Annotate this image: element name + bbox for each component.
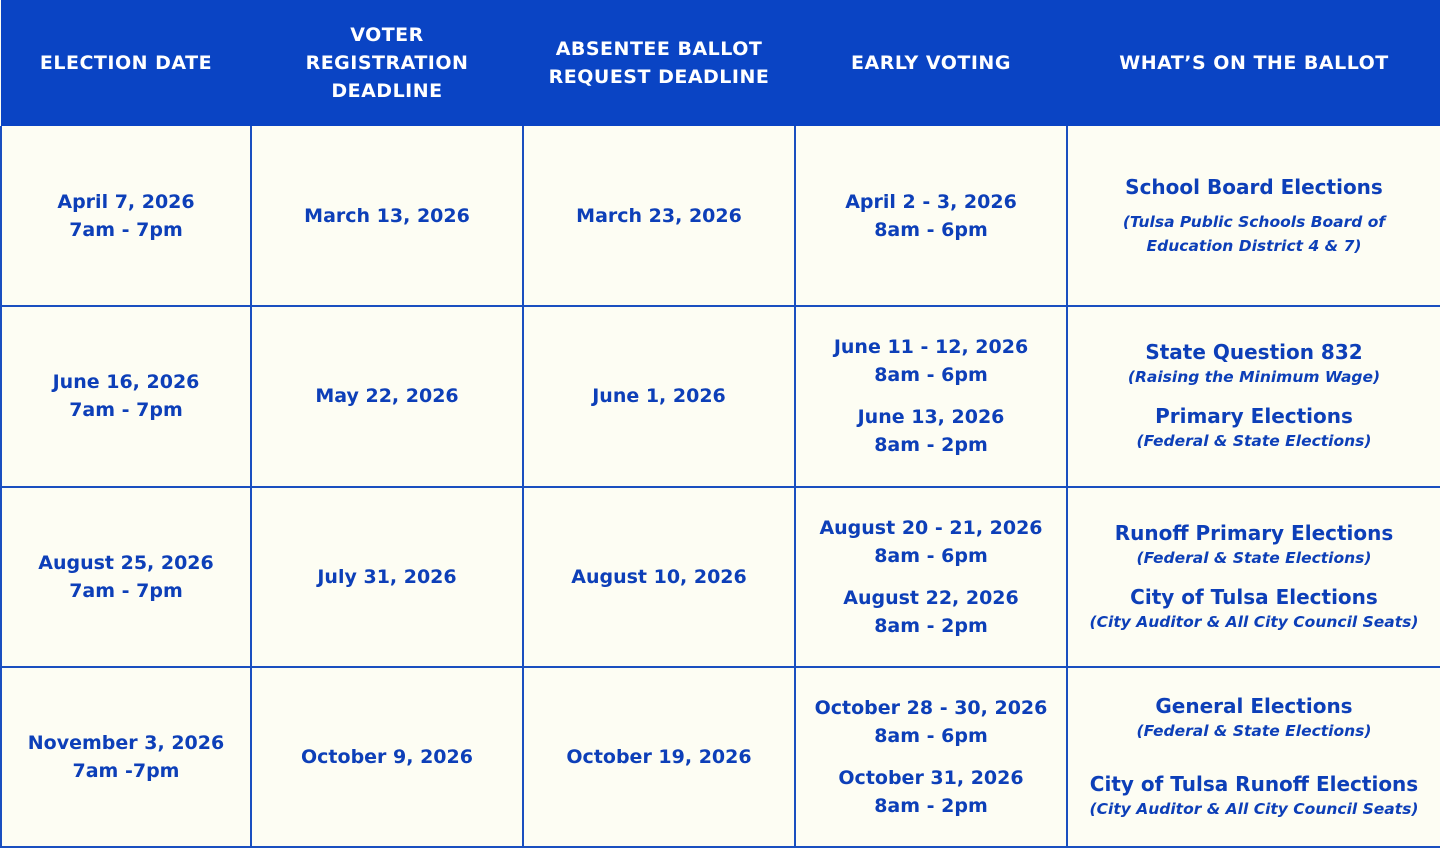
- registration-deadline-cell: [251, 306, 523, 486]
- header-voter-registration: [251, 0, 523, 126]
- early-voting-period: [804, 764, 1058, 820]
- early-voting-cell: [795, 667, 1067, 847]
- registration-deadline-cell: [251, 126, 523, 306]
- election-date-cell: [1, 126, 251, 306]
- ballot-item: [1076, 771, 1432, 821]
- early-voting-date: June 11 - 12, 2026: [833, 336, 1029, 359]
- ballot-item-detail: (Federal & State Elections): [1136, 548, 1372, 567]
- early-voting-hours: 8am - 6pm: [874, 218, 988, 241]
- ballot-item-title: General Elections: [1155, 693, 1353, 718]
- table-row: [1, 487, 1440, 667]
- header-early-voting: [795, 0, 1067, 126]
- early-voting-date: October 28 - 30, 2026: [814, 696, 1048, 719]
- header-ballot-label: WHAT’S ON THE BALLOT: [1119, 52, 1389, 74]
- early-voting-hours: 8am - 2pm: [874, 614, 988, 637]
- election-date-cell: [1, 487, 251, 667]
- header-ballot: [1067, 0, 1440, 126]
- absentee-deadline-cell: [523, 126, 795, 306]
- election-hours: 7am - 7pm: [69, 218, 183, 241]
- absentee-deadline-cell: [523, 487, 795, 667]
- early-voting-cell: [795, 306, 1067, 486]
- early-voting-hours: 8am - 6pm: [874, 724, 988, 747]
- registration-deadline-cell: [251, 667, 523, 847]
- ballot-cell: [1067, 487, 1440, 667]
- ballot-item: [1094, 174, 1414, 258]
- election-hours: 7am - 7pm: [69, 399, 183, 422]
- early-voting-cell: [795, 487, 1067, 667]
- absentee-deadline: October 19, 2026: [566, 745, 752, 768]
- registration-deadline-cell: [251, 487, 523, 667]
- header-absentee: [523, 0, 795, 126]
- ballot-cell: [1067, 126, 1440, 306]
- early-voting-hours: 8am - 2pm: [874, 434, 988, 457]
- header-absentee-line-1: ABSENTEE BALLOT: [555, 38, 763, 60]
- early-voting-period: [804, 188, 1058, 244]
- ballot-item: [1076, 339, 1432, 389]
- early-voting-period: [804, 403, 1058, 459]
- absentee-deadline: August 10, 2026: [571, 565, 747, 588]
- ballot-item-detail: (Raising the Minimum Wage): [1127, 368, 1381, 387]
- ballot-cell: [1067, 306, 1440, 486]
- early-voting-date: April 2 - 3, 2026: [845, 190, 1017, 213]
- early-voting-date: August 22, 2026: [843, 586, 1019, 609]
- ballot-item-title: State Question 832: [1145, 340, 1363, 365]
- election-hours: 7am - 7pm: [69, 579, 183, 602]
- early-voting-hours: 8am - 2pm: [874, 794, 988, 817]
- ballot-item-title: City of Tulsa Elections: [1130, 584, 1378, 609]
- ballot-item: [1076, 403, 1432, 453]
- early-voting-date: October 31, 2026: [838, 766, 1024, 789]
- header-voter-registration-line-3: DEADLINE: [331, 80, 443, 102]
- ballot-item: [1076, 693, 1432, 743]
- early-voting-date: August 20 - 21, 2026: [819, 516, 1043, 539]
- table-body: [1, 126, 1440, 847]
- ballot-item-detail: (City Auditor & All City Council Seats): [1089, 612, 1419, 631]
- absentee-deadline: June 1, 2026: [592, 385, 726, 408]
- header-absentee-line-2: REQUEST DEADLINE: [548, 66, 770, 88]
- registration-deadline: March 13, 2026: [304, 204, 470, 227]
- early-voting-period: [804, 694, 1058, 750]
- registration-deadline: July 31, 2026: [317, 565, 457, 588]
- early-voting-period: [804, 514, 1058, 570]
- ballot-item: [1076, 584, 1432, 634]
- ballot-item-detail: (Federal & State Elections): [1136, 432, 1372, 451]
- ballot-item-detail: (Federal & State Elections): [1136, 721, 1372, 740]
- header-election-date: [1, 0, 251, 126]
- election-date: August 25, 2026: [38, 551, 214, 574]
- election-date-cell: [1, 306, 251, 486]
- table-header: [1, 0, 1440, 126]
- absentee-deadline: March 23, 2026: [576, 204, 742, 227]
- ballot-item-title: School Board Elections: [1125, 174, 1383, 199]
- table-row: [1, 126, 1440, 306]
- ballot-item-detail: (Tulsa Public Schools Board of Education District 4 & 7): [1122, 212, 1386, 255]
- header-voter-registration-line-2: REGISTRATION: [305, 52, 469, 74]
- early-voting-period: [804, 584, 1058, 640]
- election-date: April 7, 2026: [57, 190, 195, 213]
- ballot-item-title: Runoff Primary Elections: [1114, 520, 1394, 545]
- early-voting-hours: 8am - 6pm: [874, 544, 988, 567]
- header-row: [1, 0, 1440, 126]
- ballot-item-detail: (City Auditor & All City Council Seats): [1089, 799, 1419, 818]
- early-voting-hours: 8am - 6pm: [874, 364, 988, 387]
- registration-deadline: October 9, 2026: [301, 745, 473, 768]
- table-row: [1, 667, 1440, 847]
- early-voting-period: [804, 333, 1058, 389]
- table-row: [1, 306, 1440, 486]
- header-early-voting-label: EARLY VOTING: [851, 52, 1011, 74]
- election-hours: 7am -7pm: [72, 759, 180, 782]
- header-voter-registration-line-1: VOTER: [350, 24, 424, 46]
- election-date: June 16, 2026: [52, 371, 200, 394]
- ballot-item: [1076, 520, 1432, 570]
- header-election-date-label: ELECTION DATE: [39, 52, 213, 74]
- absentee-deadline-cell: [523, 306, 795, 486]
- early-voting-date: June 13, 2026: [857, 406, 1005, 429]
- absentee-deadline-cell: [523, 667, 795, 847]
- election-date: November 3, 2026: [27, 731, 225, 754]
- early-voting-cell: [795, 126, 1067, 306]
- ballot-item-title: City of Tulsa Runoff Elections: [1089, 771, 1419, 796]
- election-date-cell: [1, 667, 251, 847]
- registration-deadline: May 22, 2026: [315, 385, 459, 408]
- ballot-cell: [1067, 667, 1440, 847]
- ballot-item-title: Primary Elections: [1155, 404, 1353, 429]
